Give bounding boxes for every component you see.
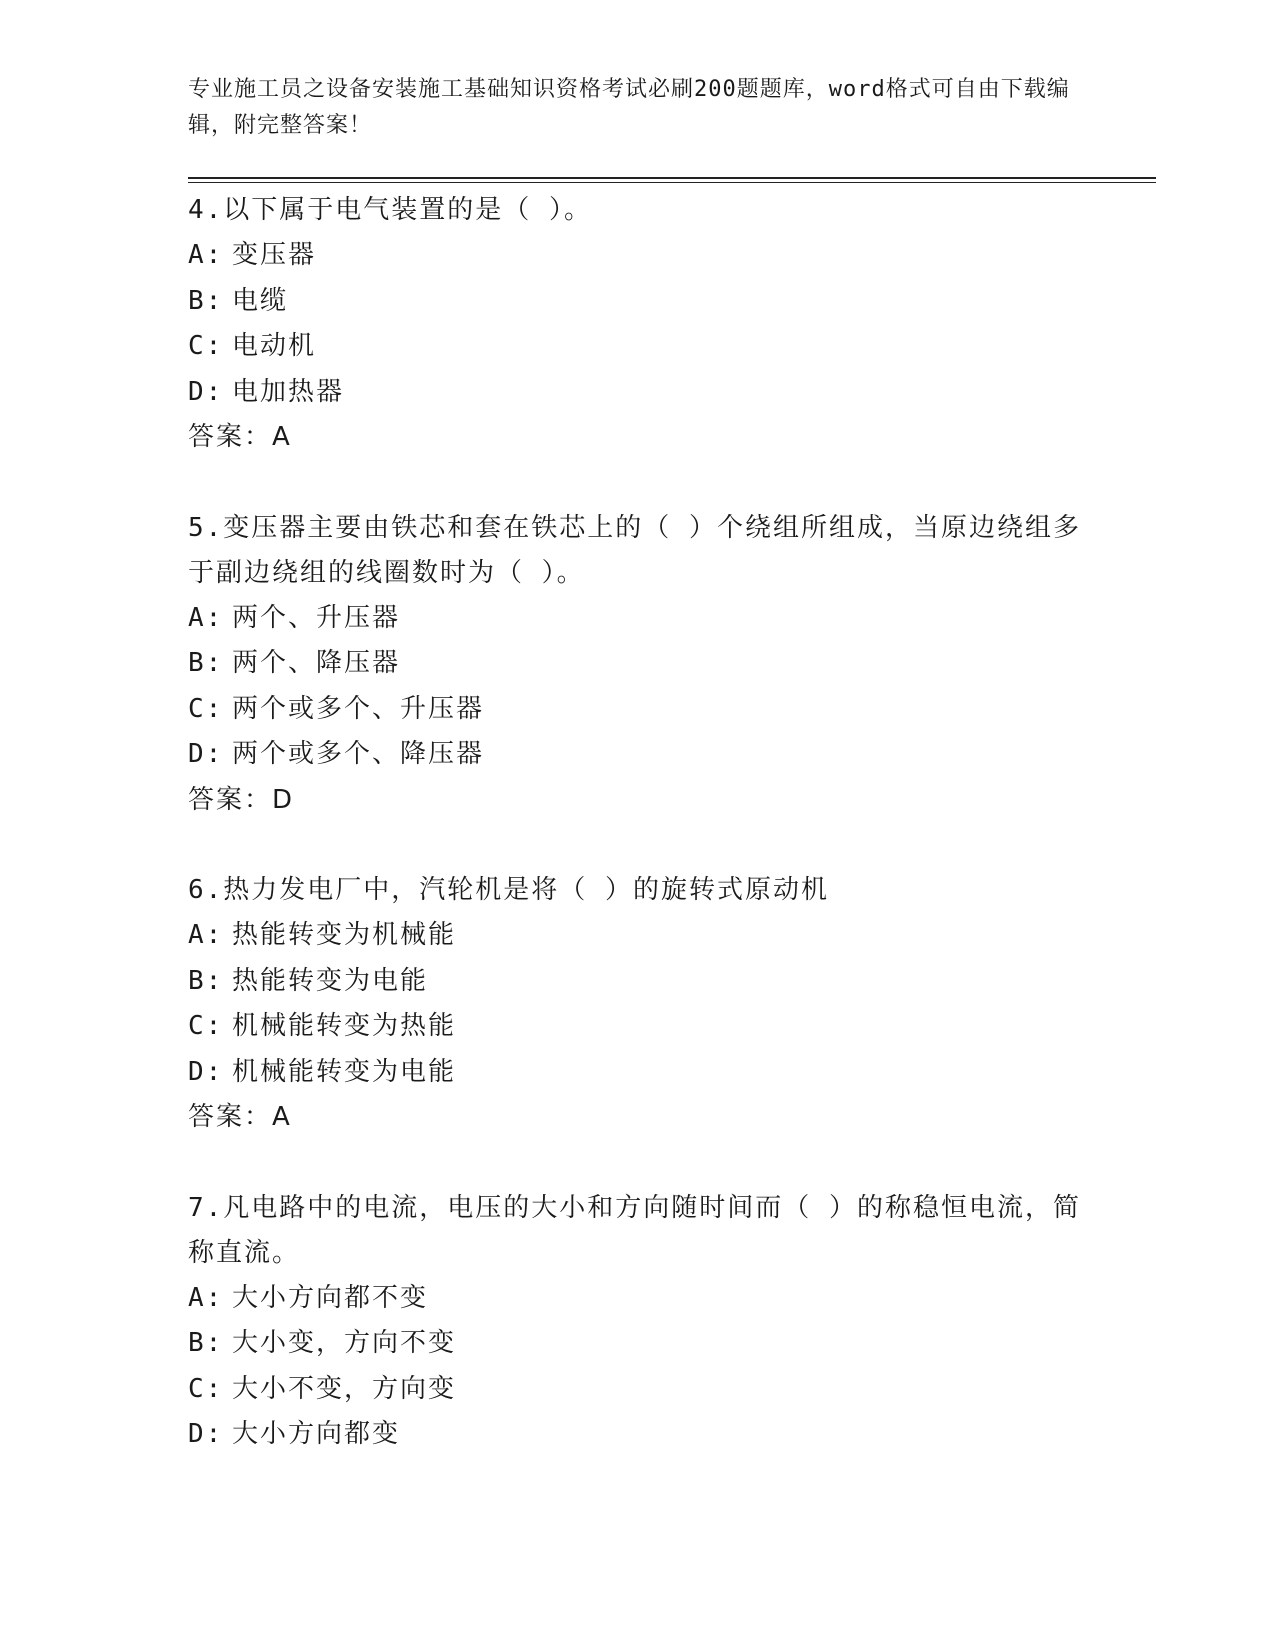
option-letter: A: — [188, 1282, 224, 1313]
option-c — [188, 1004, 1088, 1050]
option-text: 两个、升压器 — [232, 602, 401, 633]
option-c — [188, 1367, 1088, 1413]
option-text: 两个或多个、降压器 — [232, 739, 485, 769]
header-divider-thin — [188, 182, 1156, 183]
option-c — [188, 324, 1088, 370]
answer-line: 答案：D — [188, 784, 295, 815]
document-header: 专业施工员之设备安装施工基础知识资格考试必刷200题题库，word格式可自由下载编辑，附完整答案！ — [188, 77, 1070, 138]
option-letter: C: — [188, 693, 224, 724]
option-letter: A: — [188, 602, 224, 633]
option-c — [188, 687, 1088, 733]
option-letter: B: — [188, 648, 224, 678]
option-d — [188, 1412, 1088, 1458]
option-text: 大小方向都不变 — [232, 1282, 429, 1313]
option-a — [188, 1276, 1088, 1322]
answer-line: 答案：A — [188, 1102, 292, 1132]
question-7 — [188, 1186, 1088, 1458]
header-divider-thick — [188, 177, 1156, 179]
option-text: 大小方向都变 — [232, 1419, 401, 1449]
question-list — [188, 188, 1088, 1503]
option-text: 变压器 — [232, 240, 317, 270]
option-b — [188, 959, 1088, 1005]
question-stem: 5.变压器主要由铁芯和套在铁芯上的（ ）个绕组所组成，当原边绕组多于副边绕组的线圈数时为（ ）。 — [188, 512, 1081, 588]
option-letter: A: — [188, 920, 224, 950]
option-letter: D: — [188, 739, 224, 769]
answer-line: 答案：A — [188, 422, 292, 452]
option-b — [188, 279, 1088, 325]
option-letter: C: — [188, 331, 224, 361]
option-d — [188, 732, 1088, 778]
option-text: 大小不变，方向变 — [232, 1373, 457, 1404]
option-d — [188, 370, 1088, 416]
option-letter: D: — [188, 1056, 224, 1087]
option-letter: D: — [188, 376, 224, 407]
option-letter: D: — [188, 1419, 224, 1449]
option-text: 两个或多个、升压器 — [232, 693, 485, 724]
option-text: 两个、降压器 — [232, 648, 401, 678]
option-text: 大小变，方向不变 — [232, 1328, 457, 1358]
question-4 — [188, 188, 1088, 461]
option-letter: A: — [188, 240, 224, 270]
option-letter: C: — [188, 1011, 224, 1041]
option-d — [188, 1050, 1088, 1096]
option-text: 电缆 — [232, 285, 289, 316]
question-6 — [188, 868, 1088, 1141]
option-text: 电加热器 — [232, 376, 345, 407]
option-text: 机械能转变为热能 — [232, 1011, 457, 1041]
question-stem: 6.热力发电厂中，汽轮机是将（ ）的旋转式原动机 — [188, 875, 829, 905]
option-a — [188, 913, 1088, 959]
option-letter: B: — [188, 1328, 224, 1358]
option-a — [188, 596, 1088, 642]
question-5 — [188, 506, 1088, 824]
option-letter: B: — [188, 965, 224, 996]
option-a — [188, 233, 1088, 279]
option-text: 电动机 — [232, 331, 317, 361]
option-b — [188, 1321, 1088, 1367]
option-text: 热能转变为电能 — [232, 965, 429, 996]
option-letter: C: — [188, 1373, 224, 1404]
question-stem: 4.以下属于电气装置的是（ ）。 — [188, 195, 592, 225]
option-b — [188, 641, 1088, 687]
option-text: 热能转变为机械能 — [232, 920, 457, 950]
option-text: 机械能转变为电能 — [232, 1056, 457, 1087]
option-letter: B: — [188, 285, 224, 316]
question-stem: 7.凡电路中的电流，电压的大小和方向随时间而（ ）的称稳恒电流，简称直流。 — [188, 1192, 1081, 1268]
